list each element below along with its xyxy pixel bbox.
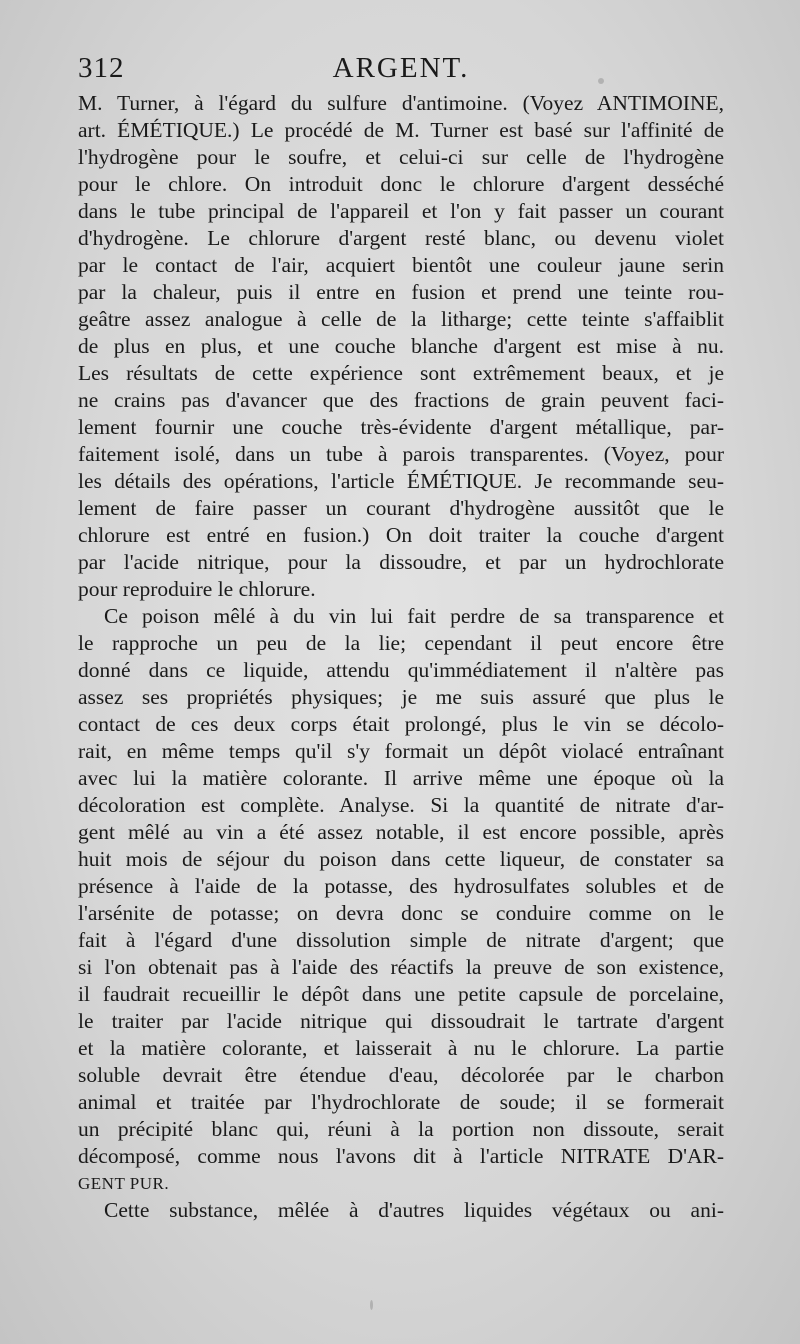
text-line: ne crains pas d'avancer que des fractions de grain peuvent faci-: [78, 388, 724, 412]
text-line: décomposé, comme nous l'avons dit à l'article NITRATE D'AR-: [78, 1144, 724, 1168]
running-head: ARGENT.: [332, 52, 470, 84]
text-line: geâtre assez analogue à celle de la litharge; cette teinte s'affaiblit: [78, 307, 724, 331]
text-line: lement fournir une couche très-évidente d'argent métallique, par-: [78, 415, 724, 439]
text-line: contact de ces deux corps était prolongé, plus le vin se décolo-: [78, 712, 724, 736]
text-line: il faudrait recueillir le dépôt dans une petite capsule de porcelaine,: [78, 982, 724, 1006]
text-line: si l'on obtenait pas à l'aide des réactifs la preuve de son existence,: [78, 955, 724, 979]
page-header: [78, 52, 724, 92]
text-line: d'hydrogène. Le chlorure d'argent resté blanc, ou devenu violet: [78, 226, 724, 250]
text-line: décoloration est complète. Analyse. Si la quantité de nitrate d'ar-: [78, 793, 724, 817]
text-line: fait à l'égard d'une dissolution simple de nitrate d'argent; que: [78, 928, 724, 952]
text-line: animal et traitée par l'hydrochlorate de soude; il se formerait: [78, 1090, 724, 1114]
text-line: le rapproche un peu de la lie; cependant il peut encore être: [78, 631, 724, 655]
text-line: rait, en même temps qu'il s'y formait un dépôt violacé entraînant: [78, 739, 724, 763]
text-line: art. ÉMÉTIQUE.) Le procédé de M. Turner est basé sur l'affinité de: [78, 118, 724, 142]
text-line: par la chaleur, puis il entre en fusion et prend une teinte rou-: [78, 280, 724, 304]
text-line: Cette substance, mêlée à d'autres liquides végétaux ou ani-: [104, 1198, 724, 1222]
text-line: et la matière colorante, et laisserait à nu le chlorure. La partie: [78, 1036, 724, 1060]
text-line: de plus en plus, et une couche blanche d'argent est mise à nu.: [78, 334, 724, 358]
text-line: chlorure est entré en fusion.) On doit traiter la couche d'argent: [78, 523, 724, 547]
text-line: l'hydrogène pour le soufre, et celui-ci sur celle de l'hydrogène: [78, 145, 724, 169]
text-line: Ce poison mêlé à du vin lui fait perdre de sa transparence et: [104, 604, 724, 628]
text-line: lement de faire passer un courant d'hydrogène aussitôt que le: [78, 496, 724, 520]
text-line: Les résultats de cette expérience sont extrêmement beaux, et je: [78, 361, 724, 385]
text-line: M. Turner, à l'égard du sulfure d'antimoine. (Voyez ANTIMOINE,: [78, 91, 724, 115]
text-line: le traiter par l'acide nitrique qui dissoudrait le tartrate d'argent: [78, 1009, 724, 1033]
page-number: 312: [78, 52, 125, 84]
text-line: donné dans ce liquide, attendu qu'immédiatement il n'altère pas: [78, 658, 724, 682]
text-line: par le contact de l'air, acquiert bientôt une couleur jaune serin: [78, 253, 724, 277]
text-line: GENT PUR.: [78, 1174, 170, 1193]
body-text: [78, 90, 724, 1224]
text-line: avec lui la matière colorante. Il arrive même une époque où la: [78, 766, 724, 790]
text-line: un précipité blanc qui, réuni à la portion non dissoute, serait: [78, 1117, 724, 1141]
text-line: pour le chlore. On introduit donc le chlorure d'argent desséché: [78, 172, 724, 196]
text-line: par l'acide nitrique, pour la dissoudre, et par un hydrochlorate: [78, 550, 724, 574]
text-line: pour reproduire le chlorure.: [78, 577, 316, 601]
text-line: gent mêlé au vin a été assez notable, il est encore possible, après: [78, 820, 724, 844]
text-line: présence à l'aide de la potasse, des hydrosulfates solubles et de: [78, 874, 724, 898]
text-line: assez ses propriétés physiques; je me suis assuré que plus le: [78, 685, 724, 709]
text-line: les détails des opérations, l'article ÉMÉTIQUE. Je recommande seu-: [78, 469, 724, 493]
text-line: huit mois de séjour du poison dans cette liqueur, de constater sa: [78, 847, 724, 871]
text-line: dans le tube principal de l'appareil et l'on y fait passer un courant: [78, 199, 724, 223]
text-line: l'arsénite de potasse; on devra donc se conduire comme on le: [78, 901, 724, 925]
text-line: soluble devrait être étendue d'eau, décolorée par le charbon: [78, 1063, 724, 1087]
paper-speck: [598, 78, 604, 84]
text-line: faitement isolé, dans un tube à parois transparentes. (Voyez, pour: [78, 442, 724, 466]
paper-speck: [370, 1300, 373, 1310]
